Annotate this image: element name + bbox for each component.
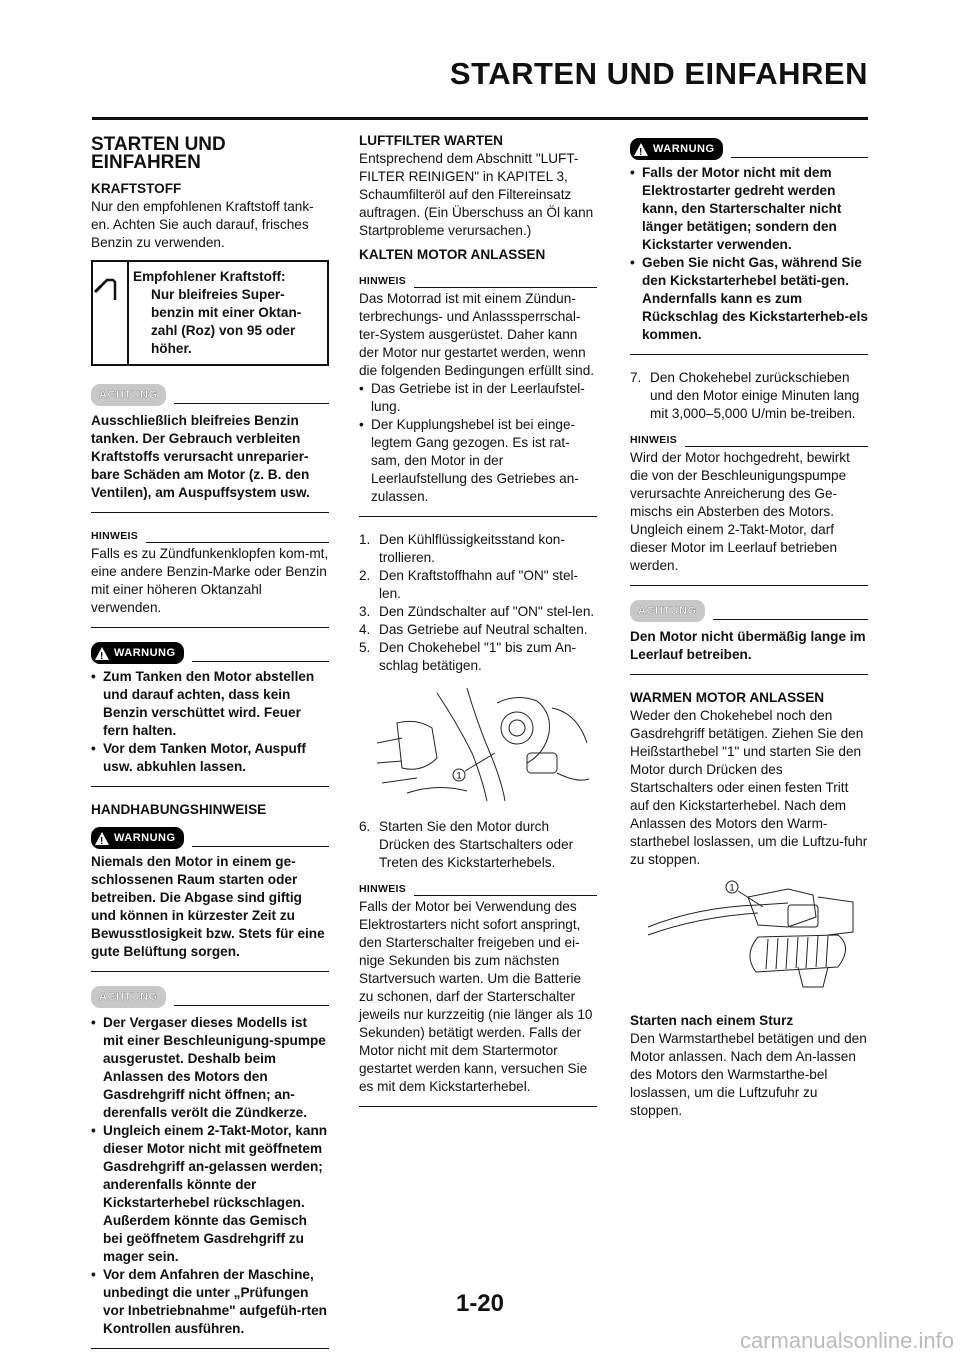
- spec-value: Nur bleifreies Super-benzin mit einer Oktan-zahl (Roz) von 95 oder höher.: [151, 287, 302, 356]
- kraftstoff-text: Nur den empfohlenen Kraftstoff tank-en. Achten Sie auch darauf, frisches Benzin zu verwenden.: [91, 199, 314, 250]
- page-number: 1-20: [455, 1290, 505, 1317]
- step-item: 7. Den Chokehebel zurückschieben und den Motor einige Minuten lang mit 3,000–5,000 U/min be-treiben.: [630, 370, 860, 421]
- warnung-badge: ! WARNUNG: [91, 827, 184, 849]
- hinweis-label-row: [359, 880, 597, 898]
- column-3: [630, 132, 868, 1120]
- step-item: 6. Starten Sie den Motor durch Drücken des Startschalters oder Treten des Kickstarterhebels.: [359, 819, 574, 870]
- kraftstoff-title: KRAFTSTOFF: [91, 181, 182, 196]
- column-2: [359, 132, 597, 1121]
- spec-heading: Empfohlener Kraftstoff:: [133, 269, 286, 284]
- hinweis-text: Falls der Motor bei Verwendung des Elektrostarters nicht sofort anspringt, den Starterschalter freigeben und ei-nige Sekunden bis zum nächsten Startversuch warten. Um die Batterie zu schonen, darf der Starterschalter jeweils nur kurzzeitig (nie länger als 10 Sekunden) betätigt werden. Falls der Motor nicht mit dem Startermotor gestartet werden kann, versuchen Sie es mit dem Kickstarterhebel.: [359, 899, 593, 1094]
- sturz-title: Starten nach einem Sturz: [630, 1013, 794, 1028]
- achtung-badge: ACHTUNG: [91, 384, 166, 406]
- fuel-pump-icon: [93, 262, 129, 364]
- luftfilter-title: LUFTFILTER WARTEN: [359, 133, 503, 148]
- hinweis-label-row: [91, 527, 329, 545]
- list-item: • Vor dem Tanken Motor, Auspuff usw. abkuhlen lassen.: [91, 741, 306, 774]
- achtung-badge: ACHTUNG: [630, 600, 705, 622]
- svg-text:1: 1: [456, 770, 462, 781]
- achtung-badge: ACHTUNG: [91, 986, 166, 1008]
- svg-text:1: 1: [729, 882, 735, 893]
- step-item: 1. Den Kühlflüssigkeitsstand kon-trollieren.: [359, 532, 565, 565]
- hinweis-label: HINWEIS: [91, 530, 139, 542]
- hinweis-text: Das Motorrad ist mit einem Zündun-terbrechungs- und Anlasssperrschal-ter-System ausgerüstet. Daher kann der Motor nur gestartet werden, wenn die folgenden Bedingungen erfüllt sind.: [359, 291, 595, 378]
- page-header-title: STARTEN UND EINFAHREN: [449, 56, 868, 91]
- list-item: • Das Getriebe ist in der Leerlaufstel-lung.: [359, 381, 585, 414]
- step-item: 4. Das Getriebe auf Neutral schalten.: [359, 622, 588, 637]
- list-item: • Zum Tanken den Motor abstellen und darauf achten, dass kein Benzin verschüttet wird. Feuer fern halten.: [91, 669, 315, 738]
- achtung-text: Ausschließlich bleifreies Benzin tanken. Der Gebrauch verbleiten Kraftstoffs verursacht unreparier-bare Schäden am Motor (z. B. den Ventilen), am Auspuffsystem usw.: [91, 413, 310, 500]
- warnung-label-row: [91, 827, 329, 849]
- list-item: • Vor dem Anfahren der Maschine, unbedingt die unter „Prüfungen vor Inbetriebnahme" aufgefüh-rten Kontrollen ausführen.: [91, 1267, 327, 1336]
- warnung-text: Niemals den Motor in einem ge-schlossenen Raum starten oder betreiben. Die Abgase sind giftig und können in kürzester Zeit zu Bewusstlosigkeit bzw. Stets für eine gute Belüftung sorgen.: [91, 854, 325, 959]
- warning-triangle-icon: !: [634, 143, 648, 156]
- list-item: • Falls der Motor nicht mit dem Elektrostarter gedreht werden kann, den Starterschalter nicht länger betätigen; sondern den Kickstarter verwenden.: [630, 165, 842, 252]
- fuel-spec-box: [91, 260, 329, 366]
- list-item: • Der Kupplungshebel ist bei einge-legtem Gang gezogen. Es ist rat-sam, den Motor in der Leerlaufstellung des Getriebes an-zulassen.: [359, 417, 579, 504]
- sturz-text: Den Warmstarthebel betätigen und den Motor anlassen. Nach dem An-lassen des Motors den Warmstarthe-bel loslassen, um die Luftzufuhr zu stoppen.: [630, 1031, 867, 1118]
- achtung-text: Den Motor nicht übermäßig lange im Leerlauf betreiben.: [630, 629, 866, 662]
- hinweis-text: Falls es zu Zündfunkenklopfen kom-mt, eine andere Benzin-Marke oder Benzin mit einer höheren Oktanzahl verwenden.: [91, 546, 329, 615]
- handhabung-title: HANDHABUNGSHINWEISE: [91, 802, 267, 817]
- hinweis-label-row: [630, 431, 868, 449]
- hot-start-lever-figure: [638, 877, 868, 1002]
- luftfilter-text: Entsprechend dem Abschnitt "LUFT-FILTER REINIGEN" in KAPITEL 3, Schaumfilteröl auf den Filtereinsatz auftragen. (Ein Überschuss an Öl kann Startprobleme verursachen.): [359, 151, 594, 238]
- hinweis-label: HINWEIS: [359, 883, 407, 895]
- header-rule: [92, 117, 868, 120]
- section-title: STARTEN UND EINFAHREN: [91, 134, 226, 173]
- hinweis-label: HINWEIS: [630, 434, 678, 446]
- step-item: 5. Den Chokehebel "1" bis zum An-schlag betätigen.: [359, 640, 577, 673]
- watermark: carmanualsonline.info: [739, 1328, 954, 1353]
- achtung-label-row: [91, 384, 329, 406]
- achtung-label-row: [91, 986, 329, 1008]
- step-item: 2. Den Kraftstoffhahn auf "ON" stel-len.: [359, 568, 579, 601]
- hinweis-label: HINWEIS: [359, 275, 407, 287]
- column-1: [91, 132, 329, 1363]
- warnung-badge: ! WARNUNG: [630, 138, 723, 160]
- warnung-label-row: [630, 138, 868, 160]
- warm-title: WARMEN MOTOR ANLASSEN: [630, 690, 825, 705]
- warning-triangle-icon: !: [95, 832, 109, 845]
- achtung-label-row: [630, 600, 868, 622]
- hinweis-label-row: [359, 272, 597, 290]
- step-item: 3. Den Zündschalter auf "ON" stel-len.: [359, 604, 595, 619]
- kalt-title: KALTEN MOTOR ANLASSEN: [359, 247, 546, 262]
- warnung-badge: ! WARNUNG: [91, 642, 184, 664]
- callout-1: [726, 881, 763, 907]
- warning-triangle-icon: !: [95, 647, 109, 660]
- warm-text: Weder den Chokehebel noch den Gasdrehgriff betätigen. Ziehen Sie den Heißstarthebel "1" und starten Sie den Motor durch Drücken des Startschalters oder einen festen Tritt auf den Kickstarterhebel. Nach dem Anlassen des Motors den Warm-starthebel loslassen, um die Luftzu-fuhr zu stoppen.: [630, 708, 868, 867]
- hinweis-text: Wird der Motor hochgedreht, bewirkt die von der Beschleunigungspumpe verursachte Anreicherung des Ge-mischs ein Absterben des Motors. Ungleich einem 2-Takt-Motor, darf dieser Motor im Leerlauf betrieben werden.: [630, 450, 850, 573]
- list-item: • Geben Sie nicht Gas, während Sie den Kickstarterhebel betäti-gen. Andernfalls kann es zum Rückschlag des Kickstarterheb-els kommen.: [630, 255, 868, 342]
- warnung-label-row: [91, 642, 329, 664]
- list-item: • Der Vergaser dieses Modells ist mit einer Beschleunigung-spumpe ausgerustet. Deshalb beim Anlassen des Motors den Gasdrehgriff nicht öffnen; an-derenfalls verölt die Zündkerze.: [91, 1015, 326, 1120]
- choke-lever-figure: [377, 683, 597, 808]
- list-item: • Ungleich einem 2-Takt-Motor, kann dieser Motor nicht mit geöffnetem Gasdrehgriff an-gelassen werden; anderenfalls könnte der Kickstarterhebel rückschlagen. Außerdem könnte das Gemisch bei geöffnetem Gasdrehgriff zu mager sein.: [91, 1123, 328, 1264]
